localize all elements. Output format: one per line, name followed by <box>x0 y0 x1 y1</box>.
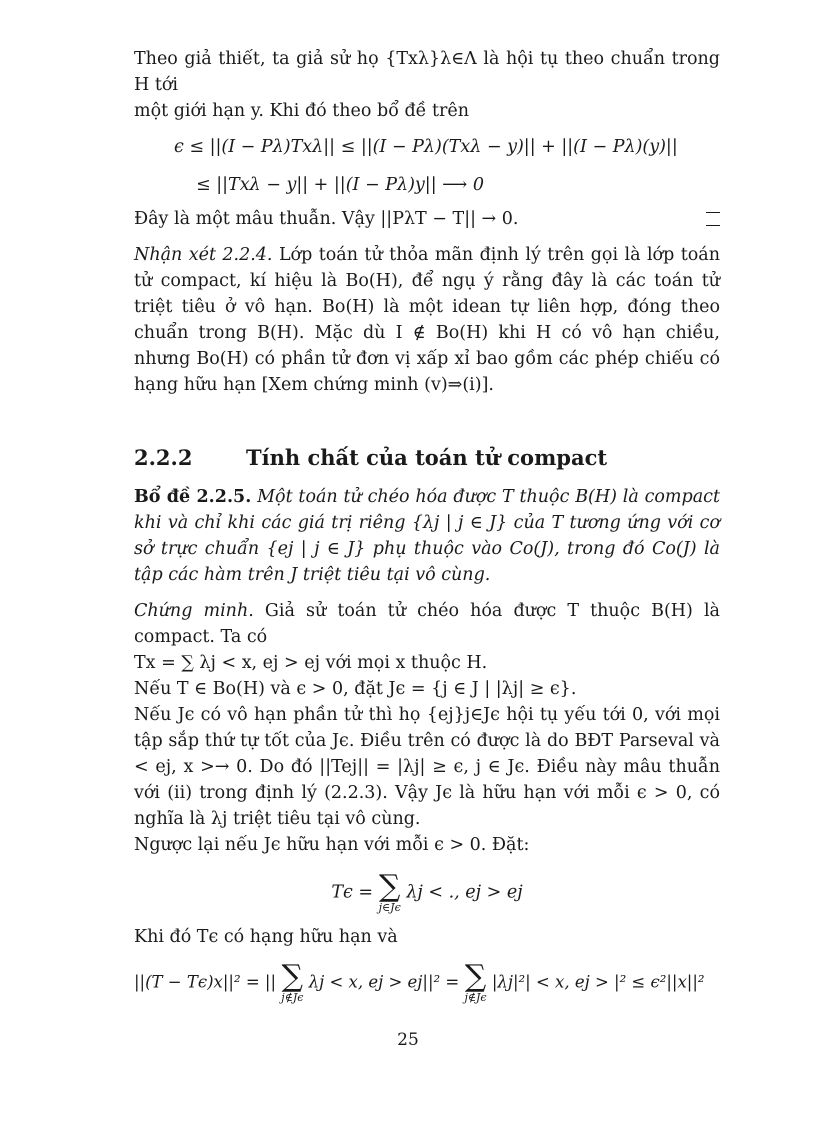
equation-3-rhs: λj < ., ej > ej <box>406 882 523 903</box>
conclusion-text: Đây là một mâu thuẫn. Vậy ||PλT − T|| → 0. <box>134 209 519 229</box>
equation-4-part-b: λj < x, ej > ej||² = <box>308 972 460 992</box>
sum-subscript-1: j∉Jϵ <box>281 991 304 1004</box>
equation-4-part-c: |λj|²| < x, ej > |² ≤ ϵ²||x||² <box>491 972 705 992</box>
qed-icon <box>706 212 720 226</box>
page-content <box>134 46 720 1014</box>
equation-2: ≤ ||Txλ − y|| + ||(I − Pλ)y|| ⟶ 0 <box>196 175 484 195</box>
equation-1: ϵ ≤ ||(I − Pλ)Txλ|| ≤ ||(I − Pλ)(Txλ − y)|| + ||(I − Pλ)(y)|| <box>174 137 678 157</box>
section-heading <box>134 444 720 472</box>
proof-text-3: Nếu T ∈ Bo(H) và ϵ > 0, đặt Jϵ = {j ∈ J | |λj| ≥ ϵ}. <box>134 679 577 699</box>
sum-symbol <box>378 869 401 914</box>
lemma-body: Một toán tử chéo hóa được T thuộc B(H) là compact khi và chỉ khi các giá trị riêng {λj | j ∈ J} của T tương ứng với cơ sở trực chuẩn {ej | j ∈ J} phụ thuộc vào Co(J), trong đó Co(J) là tập các hàm trên J triệt tiêu tại vô cùng. <box>134 487 720 585</box>
intro-line-2: một giới hạn y. Khi đó theo bổ đề trên <box>134 101 470 121</box>
intro-line-1: Theo giả thiết, ta giả sử họ {Txλ}λ∈Λ là hội tụ theo chuẩn trong H tới <box>134 49 720 95</box>
equation-4-part-a: ||(T − Tϵ)x||² = || <box>134 972 277 992</box>
proof-text-2: Tx = ∑ λj < x, ej > ej với mọi x thuộc H. <box>134 653 488 673</box>
proof-text-4: Nếu Jϵ có vô hạn phần tử thì họ {ej}j∈Jϵ hội tụ yếu tới 0, với mọi tập sắp thứ tự tốt của Jϵ. Điều trên có được là do BĐT Parseval và < ej, x >→ 0. Do đó ||Tej|| = |λj| ≥ ϵ, j ∈ Jϵ. Điều này mâu thuẫn với (ii) trong định lý (2.2.3). Vậy Jϵ là hữu hạn với mỗi ϵ > 0, có nghĩa là λj triệt tiêu tại vô cùng. <box>134 705 720 829</box>
section-number: 2.2.2 <box>134 445 193 470</box>
proof-text-1: Giả sử toán tử chéo hóa được T thuộc B(H) là compact. Ta có <box>134 601 720 647</box>
sum-symbol-2 <box>464 959 487 1004</box>
page-number: 25 <box>397 1030 419 1050</box>
conclusion-row <box>134 206 720 232</box>
lemma-title: Bổ đề 2.2.5. <box>134 487 252 507</box>
sum-subscript: j∈Jϵ <box>378 901 401 914</box>
sum-subscript-2: j∉Jϵ <box>464 991 487 1004</box>
sigma-icon: ∑ <box>281 959 304 994</box>
equation-3 <box>134 869 720 914</box>
lemma-paragraph <box>134 484 720 588</box>
equation-3-lhs: Tϵ = <box>331 882 374 903</box>
sum-symbol-1 <box>281 959 304 1004</box>
proof-paragraph-1 <box>134 598 720 650</box>
proof-title: Chứng minh. <box>134 601 254 621</box>
section-title: Tính chất của toán tử compact <box>246 445 608 470</box>
remark-body: Lớp toán tử thỏa mãn định lý trên gọi là lớp toán tử compact, kí hiệu là Bo(H), để ngụ ý rằng đây là các toán tử triệt tiêu ở vô hạn. Bo(H) là một idean tự liên hợp, đóng theo chuẩn trong B(H). Mặc dù I ∉ Bo(H) khi H có vô hạn chiều, nhưng Bo(H) có phần tử đơn vị xấp xỉ bao gồm các phép chiếu có hạng hữu hạn [Xem chứng minh (v)⇒(i)]. <box>134 245 720 395</box>
remark-title: Nhận xét 2.2.4. <box>134 245 273 265</box>
proof-text-5: Ngược lại nếu Jϵ hữu hạn với mỗi ϵ > 0. Đặt: <box>134 835 530 855</box>
proof-text-6: Khi đó Tϵ có hạng hữu hạn và <box>134 927 398 947</box>
sigma-icon: ∑ <box>464 959 487 994</box>
equation-4 <box>134 959 720 1004</box>
sigma-icon: ∑ <box>378 869 401 904</box>
remark-paragraph <box>134 242 720 398</box>
